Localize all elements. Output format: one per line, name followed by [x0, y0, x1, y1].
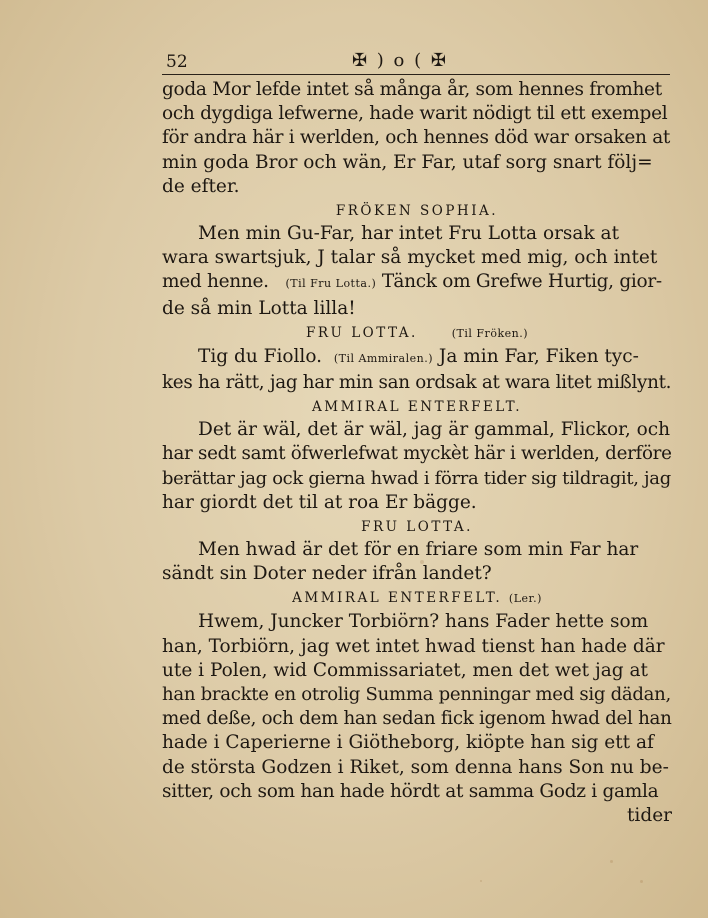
running-header [162, 50, 670, 76]
text-line [162, 270, 672, 296]
text-segment: Tig du Fiollo. [198, 345, 323, 367]
speaker-name: AMMIRAL ENTERFELT. [292, 590, 503, 607]
text-line: min goda Bror och wän, Er Far, utaf sorg snart följ= [162, 151, 653, 173]
header-ornament: ✠ ) o ( ✠ [352, 50, 448, 71]
page-text [162, 78, 672, 828]
paragraph [162, 418, 672, 515]
paper-spot [640, 880, 643, 883]
stage-direction: (Til Fru Lotta.) [285, 277, 377, 291]
catchword: tider [627, 805, 672, 827]
paragraph [162, 610, 672, 804]
text-segment: Ja min Far, Fiken tyc- [438, 345, 639, 367]
text-line: goda Mor lefde intet så många år, som hennes fromhet [162, 79, 662, 100]
text-line: sändt sin Doter neder ifrån landet? [162, 563, 492, 585]
text-line: med deße, och dem han sedan fick igenom hwad del han [162, 708, 672, 730]
text-line: han brackte en otrolig Summa penningar med sig dädan, [162, 684, 671, 706]
text-line: kes ha rätt, jag har min san ordsak at wara litet mißlynt. [162, 372, 672, 394]
text-line: Hwem, Juncker Torbiörn? hans Fader hette som [198, 611, 649, 633]
stage-direction: (Til Ammiralen.) [333, 351, 434, 365]
speaker-heading [162, 587, 672, 610]
speaker-name: FRU LOTTA. [306, 324, 418, 341]
text-segment: Tänck om Grefwe Hurtig, gior- [381, 271, 662, 293]
paragraph [162, 222, 672, 321]
speaker-heading [162, 322, 672, 345]
paragraph [162, 78, 672, 199]
text-line: de efter. [162, 175, 240, 197]
text-line: sitter, och som han hade hördt at samma Godz i gamla [162, 780, 659, 802]
stage-direction: (Til Fröken.) [451, 326, 528, 340]
text-line: och dygdiga lefwerne, hade warit nödigt til ett exempel [162, 103, 668, 125]
paper-spot [610, 860, 613, 863]
page-number: 52 [166, 52, 188, 72]
header-rule [162, 74, 670, 75]
text-line: hade i Caperierne i Giötheborg, kiöpte han sig ett af [162, 732, 654, 754]
stage-direction: (Ler.) [508, 592, 542, 606]
text-line: för andra här i werlden, och hennes död war orsaken at [162, 127, 671, 149]
text-line: ute i Polen, wid Commissariatet, men det wet jag at [162, 659, 648, 681]
text-line: de största Godzen i Riket, som denna hans Son nu be- [162, 756, 669, 778]
paper-spot [480, 880, 482, 882]
text-line: har giordt det til at roa Er bägge. [162, 491, 477, 513]
text-line: Men hwad är det för en friare som min Far har [198, 539, 639, 561]
text-line: Det är wäl, det är wäl, jag är gammal, Flickor, och [198, 419, 671, 441]
text-line: har sedt samt öfwerlefwat myckèt här i werlden, derföre [162, 443, 672, 465]
text-segment: med henne. [162, 271, 269, 293]
text-line: de så min Lotta lilla! [162, 297, 356, 319]
speaker-heading: AMMIRAL ENTERFELT. [312, 399, 522, 416]
speaker-heading: FRÖKEN SOPHIA. [335, 203, 499, 220]
text-line: wara swartsjuk, J talar så mycket med mig, och intet [162, 247, 658, 269]
text-line [162, 345, 672, 371]
text-line: berättar jag ock gierna hwad i förra tider sig tildragit, jag [162, 467, 671, 489]
paragraph [162, 538, 672, 586]
speaker-heading: FRU LOTTA. [361, 519, 473, 536]
text-line: Men min Gu-Far, har intet Fru Lotta orsak at [198, 223, 620, 245]
text-line: han, Torbiörn, jag wet intet hwad tienst han hade där [162, 635, 665, 657]
paragraph [162, 345, 672, 395]
